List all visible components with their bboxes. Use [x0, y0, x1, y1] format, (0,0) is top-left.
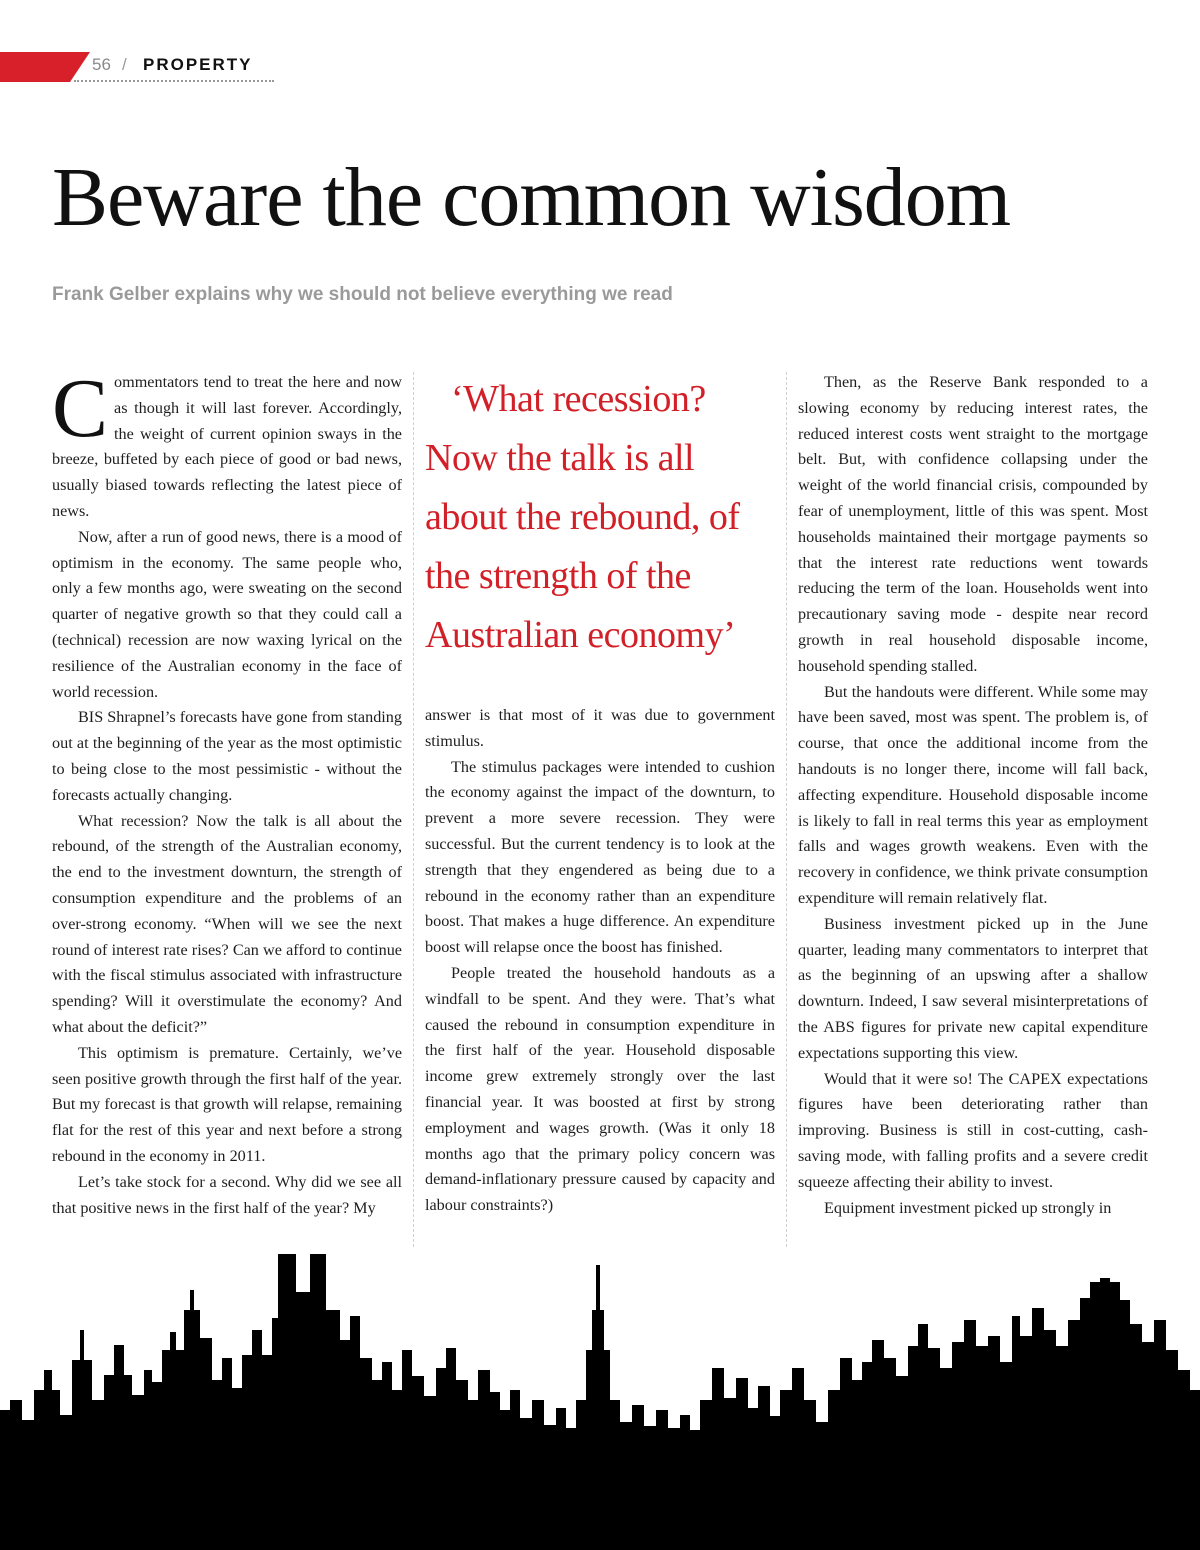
- paragraph-text: ommentators tend to treat the here and now as though it will last forever. Accordingly, the weight of current opinion sways in the breeze, buffeted by each piece of good or bad news, usually biased towards reflecting the latest piece of news.: [52, 373, 402, 520]
- column-divider: [413, 372, 414, 1247]
- article-column-2: [425, 370, 775, 1215]
- paragraph: People treated the household handouts as a windfall to be spent. And they were. That’s what caused the rebound in consumption expenditure in the first half of the year. Household disposable income grew extremely strongly over the last financial year. It was boosted at first by strong employment and wages growth. (Was it only 18 months ago that the primary policy concern was demand-inflationary pressure caused by capacity and labour constraints?): [425, 963, 775, 1215]
- paragraph: But the handouts were different. While some may have been saved, most was spent. The problem is, of course, that once the additional income from the handouts is no longer there, income will fall back, affecting expenditure. Household disposable income is likely to fall in real terms this year as employment falls and wages growth weakens. Even with the recovery in confidence, we think private consumption expenditure will remain relatively flat.: [798, 682, 1148, 907]
- paragraph: This optimism is premature. Certainly, we’ve seen positive growth through the first half of the year. But my forecast is that growth will relapse, remaining flat for the rest of this year and next before a strong rebound in the economy in 2011.: [52, 1043, 402, 1165]
- paragraph: [52, 362, 402, 525]
- article-column-3: [798, 370, 1148, 1221]
- paragraph: What recession? Now the talk is all about the rebound, of the strength of the Australian economy, the end to the investment downturn, the strength of consumption expenditure and the problems of an over-strong economy. “When will we see the next round of interest rate rises? Can we afford to continue with the fiscal stimulus associated with infrastructure spending? Will it overstimulate the economy? And what about the deficit?”: [52, 811, 402, 1036]
- city-skyline-illustration: [0, 1250, 1200, 1550]
- paragraph: Equipment investment picked up strongly in: [824, 1198, 1112, 1217]
- header-separator: /: [122, 55, 127, 74]
- column-divider: [786, 372, 787, 1247]
- paragraph: Now, after a run of good news, there is a mood of optimism in the economy. The same people who, only a few months ago, were sweating on the second quarter of negative growth so that they could call a (technical) recession are now waxing lyrical on the resilience of the Australian economy in the face of world recession.: [52, 527, 402, 701]
- pull-quote: ‘What recession? Now the talk is all about the rebound, of the strength of the Australian economy’: [425, 378, 740, 656]
- paragraph: answer is that most of it was due to government stimulus.: [425, 706, 775, 750]
- paragraph: BIS Shrapnel’s forecasts have gone from standing out at the beginning of the year as the most optimistic to being close to the most pessimistic - without the forecasts actually changing.: [52, 708, 402, 804]
- section-label: PROPERTY: [143, 55, 253, 74]
- section-color-bar: [0, 52, 90, 82]
- paragraph: Would that it were so! The CAPEX expectations figures have been deteriorating rather than improving. Business is still in cost-cutting, cash-saving mode, with falling profits and a severe credit squeeze affecting their ability to invest.: [798, 1069, 1148, 1191]
- article-standfirst: Frank Gelber explains why we should not believe everything we read: [52, 284, 673, 305]
- column-2-body: [425, 703, 775, 1219]
- paragraph: Let’s take stock for a second. Why did we see all that positive news in the first half of the year? My: [52, 1172, 402, 1217]
- page-number: 56: [92, 55, 111, 74]
- header-dotted-rule: [74, 80, 274, 82]
- article-title: Beware the common wisdom: [52, 151, 1011, 244]
- paragraph: Then, as the Reserve Bank responded to a slowing economy by reducing interest rates, the reduced interest costs went straight to the mortgage belt. But, with confidence collapsing under the weight of the world financial crisis, compounded by fear of unemployment, little of this was spent. Most households maintained their mortgage payments so that the interest rate reductions went towards reducing the term of the loan. Households went into precautionary saving mode - despite near record growth in real household disposable income, household spending stalled.: [798, 373, 1148, 675]
- paragraph: Business investment picked up in the June quarter, leading many commentators to interpret that as the beginning of an upswing after a shallow downturn. Indeed, I saw several misinterpretations of the ABS figures for private new capital expenditure expectations supporting this view.: [798, 914, 1148, 1062]
- paragraph: The stimulus packages were intended to cushion the economy against the impact of the downturn, to prevent a more severe recession. They were successful. But the current tendency is to look at the strength that they engendered as being due to a rebound in the economy rather than an expenditure boost. That makes a huge difference. An expenditure boost will relapse once the boost has finished.: [425, 757, 775, 957]
- article-column-1: [52, 362, 402, 1221]
- drop-cap: C: [52, 362, 109, 455]
